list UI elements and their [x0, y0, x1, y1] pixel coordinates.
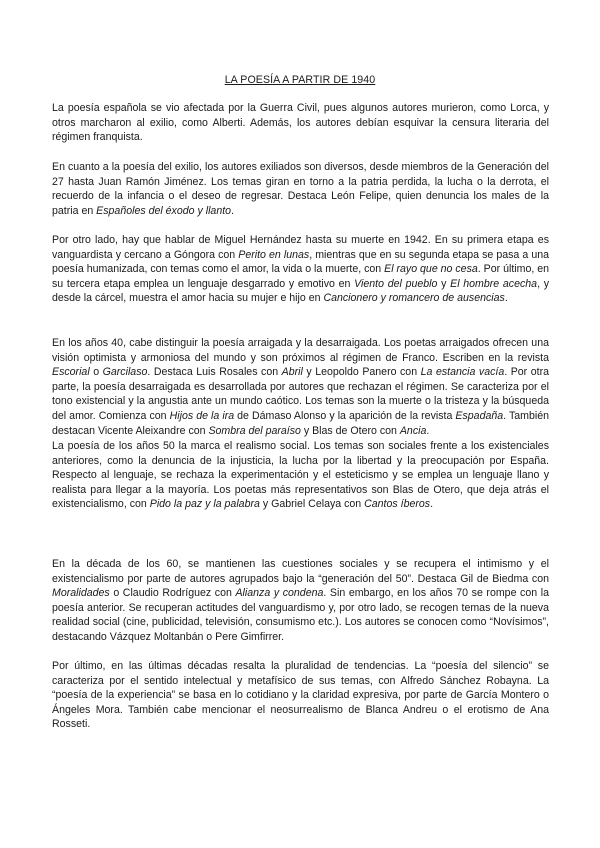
text-run: . Sin embargo, en los años 70 se rompe con la poesía anterior. Se recuperan actitudes del vanguardismo y, por otro lado, se recogen temas de la nueva realidad social (cine, publicidad, televisión, consumismo etc.). Los autores se conocen como “Novísimos”, destacando Vázquez Moltanbán o Pere Gimfirrer.	[52, 587, 549, 643]
text-run: y Gabriel Celaya con	[259, 498, 365, 511]
work-title: Hijos de la ira	[169, 409, 235, 422]
paragraph-sixties-seventies	[52, 557, 549, 645]
work-title: Ancia	[399, 424, 427, 437]
work-title: Abril	[281, 366, 303, 379]
text-run: de Dámaso Alonso y la aparición de la revista	[234, 409, 456, 422]
work-title: Garcilaso	[102, 366, 148, 379]
work-title: Españoles del éxodo y llanto	[96, 204, 232, 217]
text-run: En la década de los 60, se mantienen las cuestiones sociales y se recupera el intimismo y el existencialismo por parte de autores agrupados bajo la “generación del 50”. Destaca Gil de Biedma con	[52, 558, 549, 585]
work-title: Moralidades	[52, 587, 110, 600]
work-title: Alianza y condena	[235, 587, 324, 600]
text-run: . También destacan Vicente Aleixandre con	[52, 409, 549, 437]
work-title: Espadaña	[455, 409, 504, 422]
text-run: , y desde la cárcel, muestra el amor hacia su mujer e hijo en	[52, 277, 550, 305]
text-run: En los años 40, cabe distinguir la poesía arraigada y la desarraigada. Los poetas arraigados ofrecen una visión optimista y armoniosa del mundo y son próximos al régimen de Franco. Escriben en la revista	[52, 337, 549, 364]
text-run: La poesía española se vio afectada por la Guerra Civil, pues algunos autores murieron, como Lorca, y otros marcharon al exilio, como Alberti. Además, los autores debían esquivar la censura literaria del régimen franquista.	[52, 102, 549, 144]
text-run: o Claudio Rodríguez con	[109, 587, 236, 600]
work-title: El hombre acecha	[450, 277, 538, 290]
text-run: .	[231, 204, 234, 217]
work-title: Cancionero y romancero de ausencias	[323, 292, 505, 305]
text-run: o	[89, 366, 103, 379]
text-run: Por otro lado, hay que hablar de Miguel Hernández hasta su muerte en 1942. En su primera etapa es vanguardista y cercano a Góngora con	[52, 234, 549, 261]
work-title: Escorial	[52, 366, 90, 379]
text-run: . Destaca Luis Rosales con	[147, 366, 282, 379]
work-title: Sombra del paraíso	[208, 424, 301, 437]
text-run: . Por otra parte, la poesía desarraigada es desarrollada por autores que rechazan el régimen. Se caracteriza por el tono existencial y la angustia ante un mundo caótico. Los temas son la muerte o la tristeza y la búsqueda del amor. Comienza con	[52, 366, 549, 422]
text-run: La poesía de los años 50 la marca el realismo social. Los temas son sociales frente a los existenciales anteriores, como la denuncia de la injusticia, la lucha por la libertad y la preocupación por España. Respecto al lenguaje, se rechaza la experimentación y el esteticismo y se emplea un lenguaje llano y realista para llegar a la mayoría. Los poetas más representativos son Blas de Otero, que deja atrás el existencialismo, con	[52, 440, 549, 511]
work-title: Viento del pueblo	[354, 277, 438, 290]
work-title: La estancia vacía	[420, 366, 505, 379]
work-title: El rayo que no cesa	[384, 263, 478, 276]
text-run: y Blas de Otero con	[300, 424, 400, 437]
paragraph-civil-war	[52, 101, 549, 145]
paragraph-recent-decades	[52, 659, 549, 732]
text-run: .	[430, 498, 434, 511]
paragraph-fifties	[52, 439, 549, 512]
text-run: , mientras que en su segunda etapa se pasa a una poesía humanizada, con temas como el amor, la vida o la muerte, con	[52, 248, 550, 276]
paragraph-miguel-hernandez	[52, 233, 549, 306]
text-run: y	[437, 277, 451, 290]
work-title: Pido la paz y la palabra	[149, 498, 260, 511]
text-run: En cuanto a la poesía del exilio, los autores exiliados son diversos, desde miembros de la Generación del 27 hasta Juan Ramón Jiménez. Los temas giran en torno a la patria perdida, la lucha o la derrota, el recuerdo de la infancia o el deseo de regresar. Destaca León Felipe, quien denuncia los males de la patria en	[52, 161, 549, 217]
text-run: y Leopoldo Panero con	[302, 366, 421, 379]
text-run: Por último, en las últimas décadas resalta la pluralidad de tendencias. La “poesía del silencio” se caracteriza por el sentido intelectual y metafísico de sus temas, con Alfredo Sánchez Robayna. La “poesía de la experiencia” se basa en lo cotidiano y la claridad expresiva, por parte de García Montero o Ángeles Mora. También cabe mencionar el neosurrealismo de Blanca Andreu o el erotismo de Ana Rosseti.	[52, 660, 549, 731]
paragraph-exile	[52, 160, 549, 218]
text-run: . Por último, en su tercera etapa emplea un lenguaje desgarrado y emotivo en	[52, 263, 550, 290]
page-title: LA POESÍA A PARTIR DE 1940	[224, 74, 376, 86]
work-title: Cantos íberos	[364, 498, 431, 511]
work-title: Perito en lunas	[238, 248, 310, 261]
paragraph-forties	[52, 336, 549, 438]
text-run: .	[426, 424, 430, 437]
text-run: .	[504, 292, 508, 305]
